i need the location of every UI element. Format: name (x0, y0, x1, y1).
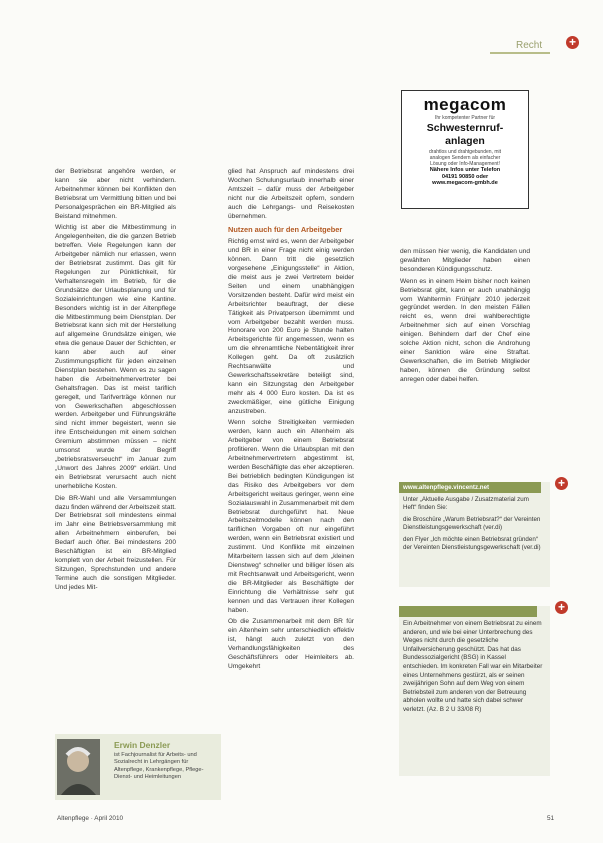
author-box (55, 734, 221, 800)
paragraph: glied hat Anspruch auf mindestens drei Wochen Schulungsurlaub innerhalb einer Amtszeit – dafür muss der Arbeitgeber nicht nur die Arbeitszeit opfern, sondern auch die Lehrgangs- und Reisekosten übernehmen. (228, 168, 354, 220)
plus-icon: + (566, 36, 579, 49)
megacom-advertisement[interactable] (401, 90, 529, 209)
ad-line: drahtlos und drahtgebunden, mit (429, 149, 501, 155)
section-label: Recht (516, 40, 543, 51)
online-resources-box (399, 482, 550, 587)
ad-line: Ihr kompetenter Partner für (434, 115, 496, 121)
ad-phone: 04191 90850 oder (441, 173, 489, 180)
text-column-2 (228, 168, 354, 675)
resource-item: den Flyer „Ich möchte einen Betriebsrat gründen“ der Vereinten Dienstleistungsgewerkschaft (ver.di) (403, 535, 541, 552)
paragraph: Richtig ernst wird es, wenn der Arbeitgeber und BR in einer Frage nicht einig werden können. Dann tritt die gesetzlich vorgesehene „Einigungsstelle“ in Aktion, die meist aus je zwei Vertretern beider Seiten und einem unabhängigen Vorsitzenden besteht. Dafür wird meist ein Arbeitsrichter beauftragt, der diese Tätigkeit als Privatperson übernimmt und vom Arbeitgeber bezahlt werden muss. Honorare von 200 Euro je Stunde halten Arbeitsgerichte für angemessen, wenn es um die ehrenamtliche Nebentätigkeit ihrer Kollegen geht. Da oft zusätzlich Rechtsanwälte und Gewerkschaftssekretäre beteiligt sind, kann ein Sitzungstag den Arbeitgeber mehr als 4 000 Euro kosten. Da ist es zweckmäßiger, eine gütliche Einigung anzustreben. (228, 238, 354, 415)
ad-website[interactable]: www.megacom-gmbh.de (432, 180, 498, 186)
paragraph: Wenn solche Streitigkeiten vermieden werden, kann auch ein Altenheim als Arbeitgeber von einem Betriebsrat profitieren. Wenn die Urlaubsplan mit den Arbeitnehmervertretern abgestimmt ist, werden Beschäftigte das eher akzeptieren. Bei betrieblich bedingten Kündigungen ist das Risiko des Arbeitgebers vor dem Arbeitsgericht weitaus geringer, wenn eine Sozialauswahl in Zusammenarbeit mit dem Betriebsrat durchgeführt hat. Neue Arbeitszeitmodelle können nach den tariflichen Vorgaben oft nur eingeführt werden, wenn ein Betriebsrat existiert und zustimmt. Und Konflikte mit einzelnen Mitarbeitern lassen sich auf dem „kleinen Dienstweg“ schneller und billiger lösen als mit Rechtsanwalt und Arbeitsgericht, wenn die BR-Mitglieder als Beschäftigte der Einrichtung die Verhältnisse sehr gut kennen und das Vertrauen ihrer Kollegen haben. (228, 419, 354, 614)
ad-logo: megacom (423, 95, 507, 114)
plus-icon: + (555, 601, 568, 614)
footer-publication: Altenpflege · April 2010 (57, 815, 124, 822)
ad-headline: anlagen (445, 135, 485, 147)
info-box (399, 606, 550, 776)
subheading: Nutzen auch für den Arbeitgeber (228, 225, 343, 235)
resource-intro: Unter „Aktuelle Ausgabe / Zusatzmaterial zum Heft“ finden Sie: (403, 496, 529, 512)
text-column-3 (400, 248, 530, 388)
ad-info: Nähere Infos unter Telefon (429, 167, 501, 173)
info-text: Ein Arbeitnehmer von einem Betriebsrat zu einem anderen, und wie bei einer Unterbrechung des Weges nicht durch die gesetzliche Unfallversicherung geschützt. Das hat das Bundessozialgericht (BSG) in Kassel entschieden. Im konkreten Fall war ein Mitarbeiter eines Unternehmens gestürzt, als er seinen zweijährigen Sohn auf dem Weg von einem Betriebsteil zum anderen von der Betreuung abholen wollte und hatte sich dabei schwer verletzt. (Az. B 2 U 33/08 R) (403, 620, 543, 713)
paragraph: Die BR-Wahl und alle Versammlungen dazu finden während der Arbeitszeit statt. Der Betriebsrat soll mindestens einmal im Jahr eine Betriebsversammlung mit allen Arbeitnehmern einberufen, bei Bedarf auch öfter. Bei mindestens 200 Beschäftigten ist ein BR-Mitglied komplett von der Arbeit freizustellen. Für Sitzungen, Sprechstunden und andere Termine auch die sonstigen Mitglieder. Und jedes Mit- (55, 494, 176, 591)
paragraph: den müssen hier wenig, die Kandidaten und gewählten Mitglieder haben einen besonderen Kündigungsschutz. (400, 248, 530, 273)
section-divider (490, 52, 550, 54)
ad-line: Lösung oder Info-Management! (430, 161, 500, 167)
resource-item: die Broschüre „Warum Betriebsrat?“ der Vereinten Dienstleistungsgewerkschaft (ver.di) (403, 515, 541, 532)
web-link[interactable]: www.altenpflege.vincentz.net (399, 482, 541, 493)
author-photo (57, 739, 100, 795)
ad-line: analogen Sendern als einfacher (429, 155, 501, 161)
author-name: Erwin Denzler (114, 740, 171, 750)
ad-headline: Schwesternruf- (426, 122, 504, 134)
page-number: 51 (547, 815, 555, 822)
text-column-1 (55, 168, 176, 596)
paragraph: der Betriebsrat angehöre werden, er kann sie aber nicht verhindern. Arbeitnehmer können bei Konflikten den Betriebsrat um Vermittlung bitten und bei Personalgesprächen ein BR-Mitglied als Beistand mitnehmen. (55, 168, 176, 220)
paragraph: Wenn es in einem Heim bisher noch keinen Betriebsrat gibt, kann er auch unabhängig vom Wahltermin Frühjahr 2010 jederzeit gegründet werden. In den meisten Fällen reicht es, wenn drei wahlberechtigte Arbeitnehmer sich auf einen Vorschlag einigen. Behindern darf der Chef eine solche Aktion nicht, schon die Androhung einer Sanktion wäre eine Straftat. Gewerkschaften, die im Betrieb Mitglieder haben, können die Gründung selbst anregen oder dabei helfen. (400, 277, 530, 383)
paragraph: Wichtig ist aber die Mitbestimmung in Angelegenheiten, die die ganzen Betrieb betreffen. Viele Regelungen kann der Arbeitgeber nämlich nur erlassen, wenn der Betriebsrat zustimmt. Das gilt für Regelungen zur Pünktlichkeit, für Verhaltensregeln im Betrieb, für die Grundsätze der Urlaubsplanung und für Sozialeinrichtungen wie eine Kantine. Besonders wichtig ist in der Altenpflege die Mitbestimmung beim Dienstplan. Der Betriebsrat kann sich mit der Herstellung auf allgemeine Grundsätze einigen, wie etwa die genaue Dauer der Schichten, er kann aber auch auf einer Zustimmungspflicht für jeden einzelnen Dienstplan bestehen. Wenn es zu sagen haben die Arbeitnehmervertreter bei Gehaltsfragen. Das ist meist tariflich geregelt, und Tarifverträge können nur von Gewerkschaften abgeschlossen werden. Arbeitgeber und Führungskräfte sind nicht immer begeistert, wenn sie ihre Entscheidungen mit einem solchen Gremium abstimmen müssen – nicht umsonst wurde der Begriff „betriebsratsverseucht“ im Januar zum „Unwort des Jahres 2009“ erklärt. Und ein Betriebsrat verursacht auch nicht unerhebliche Kosten. (55, 224, 176, 490)
plus-icon: + (555, 477, 568, 490)
resource-list (403, 496, 543, 555)
portrait-icon (57, 739, 100, 795)
author-bio: ist Fachjournalist für Arbeits- und Sozialrecht in Lehrgängen für Altenpflege, Krankenpflege, Pflege-Dienst- und Heimleitungen (114, 752, 204, 781)
info-box-header-bar (399, 606, 537, 617)
paragraph: Ob die Zusammenarbeit mit dem BR für ein Altenheim sehr unterschiedlich effektiv ist, hängt auch zuletzt von den Verhandlungsfähigkeiten des Geschäftsführers oder Heimleiters ab. Umgekehrt (228, 618, 354, 670)
